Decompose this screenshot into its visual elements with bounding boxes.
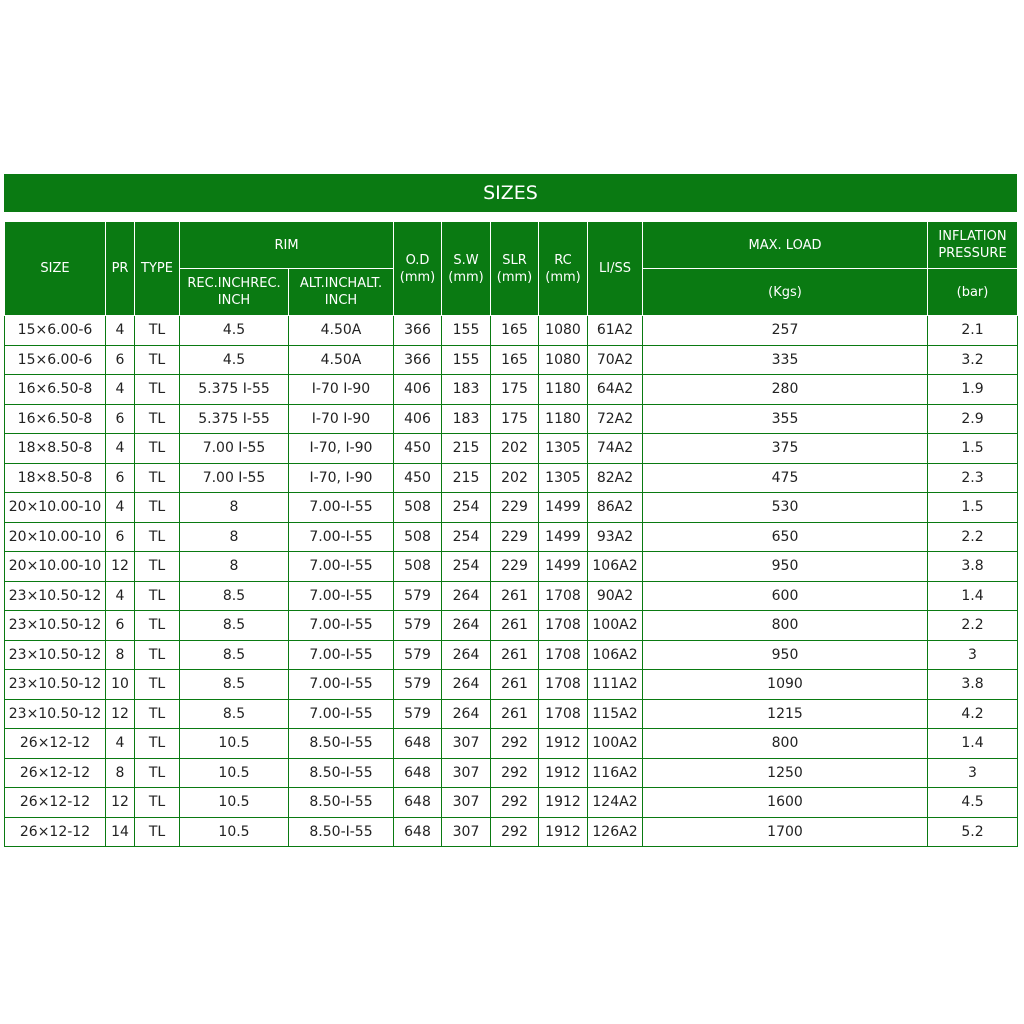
cell-od: 579	[394, 581, 442, 611]
cell-slr: 202	[491, 463, 539, 493]
cell-max-load: 800	[643, 611, 928, 641]
cell-pr: 6	[106, 522, 135, 552]
cell-alt-inch: I-70 I-90	[289, 404, 394, 434]
cell-od: 450	[394, 463, 442, 493]
cell-rec-inch: 8.5	[180, 581, 289, 611]
cell-type: TL	[135, 640, 180, 670]
cell-max-load: 375	[643, 434, 928, 464]
cell-rc: 1305	[539, 463, 588, 493]
header-max-load-unit: (Kgs)	[643, 269, 928, 316]
cell-rec-inch: 8	[180, 493, 289, 523]
cell-slr: 165	[491, 345, 539, 375]
cell-od: 406	[394, 375, 442, 405]
cell-od: 648	[394, 729, 442, 759]
table-row	[5, 434, 1018, 464]
cell-rec-inch: 10.5	[180, 817, 289, 847]
cell-inflation: 1.4	[928, 581, 1018, 611]
cell-slr: 175	[491, 375, 539, 405]
cell-size: 20×10.00-10	[5, 522, 106, 552]
table-row	[5, 670, 1018, 700]
cell-type: TL	[135, 581, 180, 611]
cell-rc: 1912	[539, 729, 588, 759]
header-inflation-unit: (bar)	[928, 269, 1018, 316]
cell-pr: 4	[106, 581, 135, 611]
cell-liss: 116A2	[588, 758, 643, 788]
cell-rec-inch: 10.5	[180, 758, 289, 788]
cell-od: 579	[394, 640, 442, 670]
cell-od: 648	[394, 817, 442, 847]
cell-alt-inch: 7.00-I-55	[289, 699, 394, 729]
cell-alt-inch: 8.50-I-55	[289, 817, 394, 847]
cell-max-load: 650	[643, 522, 928, 552]
cell-max-load: 1090	[643, 670, 928, 700]
cell-alt-inch: 8.50-I-55	[289, 729, 394, 759]
header-od: O.D (mm)	[394, 222, 442, 316]
cell-size: 23×10.50-12	[5, 611, 106, 641]
cell-sw: 264	[442, 670, 491, 700]
cell-max-load: 600	[643, 581, 928, 611]
cell-sw: 254	[442, 552, 491, 582]
table-row	[5, 611, 1018, 641]
table-row	[5, 758, 1018, 788]
cell-slr: 261	[491, 581, 539, 611]
header-slr: SLR (mm)	[491, 222, 539, 316]
cell-max-load: 530	[643, 493, 928, 523]
cell-type: TL	[135, 729, 180, 759]
cell-sw: 307	[442, 729, 491, 759]
cell-type: TL	[135, 345, 180, 375]
cell-pr: 4	[106, 434, 135, 464]
cell-inflation: 3.8	[928, 552, 1018, 582]
cell-size: 26×12-12	[5, 758, 106, 788]
cell-pr: 6	[106, 345, 135, 375]
cell-alt-inch: I-70, I-90	[289, 463, 394, 493]
cell-rec-inch: 8.5	[180, 640, 289, 670]
header-max-load: MAX. LOAD	[643, 222, 928, 269]
cell-size: 26×12-12	[5, 817, 106, 847]
cell-inflation: 4.5	[928, 788, 1018, 818]
cell-sw: 307	[442, 788, 491, 818]
cell-liss: 126A2	[588, 817, 643, 847]
header-inflation: INFLATION PRESSURE	[928, 222, 1018, 269]
cell-size: 23×10.50-12	[5, 699, 106, 729]
table-row	[5, 788, 1018, 818]
cell-liss: 82A2	[588, 463, 643, 493]
cell-size: 18×8.50-8	[5, 463, 106, 493]
cell-od: 406	[394, 404, 442, 434]
cell-size: 18×8.50-8	[5, 434, 106, 464]
cell-inflation: 2.1	[928, 316, 1018, 346]
cell-pr: 8	[106, 640, 135, 670]
table-title: SIZES	[4, 174, 1017, 212]
table-row	[5, 640, 1018, 670]
cell-slr: 292	[491, 788, 539, 818]
cell-sw: 183	[442, 404, 491, 434]
cell-od: 579	[394, 611, 442, 641]
cell-size: 16×6.50-8	[5, 404, 106, 434]
cell-od: 508	[394, 552, 442, 582]
cell-sw: 264	[442, 699, 491, 729]
cell-alt-inch: 7.00-I-55	[289, 670, 394, 700]
cell-liss: 86A2	[588, 493, 643, 523]
table-row	[5, 729, 1018, 759]
cell-rec-inch: 8.5	[180, 611, 289, 641]
header-alt-inch: ALT.INCHALT. INCH	[289, 269, 394, 316]
table-body	[5, 316, 1018, 847]
cell-slr: 261	[491, 699, 539, 729]
cell-pr: 4	[106, 493, 135, 523]
cell-sw: 155	[442, 316, 491, 346]
cell-slr: 229	[491, 493, 539, 523]
cell-type: TL	[135, 316, 180, 346]
table-row	[5, 463, 1018, 493]
cell-inflation: 1.4	[928, 729, 1018, 759]
cell-size: 15×6.00-6	[5, 316, 106, 346]
cell-sw: 307	[442, 758, 491, 788]
cell-liss: 100A2	[588, 729, 643, 759]
cell-pr: 12	[106, 788, 135, 818]
cell-type: TL	[135, 670, 180, 700]
cell-max-load: 475	[643, 463, 928, 493]
table-row	[5, 316, 1018, 346]
cell-max-load: 800	[643, 729, 928, 759]
header-pr: PR	[106, 222, 135, 316]
cell-alt-inch: I-70 I-90	[289, 375, 394, 405]
cell-rec-inch: 8.5	[180, 699, 289, 729]
cell-liss: 72A2	[588, 404, 643, 434]
cell-liss: 100A2	[588, 611, 643, 641]
cell-sw: 254	[442, 493, 491, 523]
cell-inflation: 1.5	[928, 434, 1018, 464]
cell-od: 579	[394, 670, 442, 700]
header-sw: S.W (mm)	[442, 222, 491, 316]
cell-size: 26×12-12	[5, 729, 106, 759]
cell-od: 366	[394, 345, 442, 375]
cell-pr: 12	[106, 552, 135, 582]
cell-rc: 1080	[539, 345, 588, 375]
cell-slr: 261	[491, 670, 539, 700]
cell-alt-inch: 7.00-I-55	[289, 611, 394, 641]
cell-slr: 165	[491, 316, 539, 346]
cell-max-load: 1700	[643, 817, 928, 847]
cell-size: 23×10.50-12	[5, 581, 106, 611]
cell-rec-inch: 5.375 I-55	[180, 404, 289, 434]
cell-rc: 1499	[539, 552, 588, 582]
cell-pr: 14	[106, 817, 135, 847]
cell-rc: 1708	[539, 581, 588, 611]
cell-inflation: 1.9	[928, 375, 1018, 405]
cell-inflation: 3.8	[928, 670, 1018, 700]
cell-inflation: 5.2	[928, 817, 1018, 847]
cell-rec-inch: 7.00 I-55	[180, 434, 289, 464]
sizes-table	[4, 221, 1018, 847]
cell-rec-inch: 8	[180, 522, 289, 552]
cell-pr: 4	[106, 375, 135, 405]
table-header	[5, 222, 1018, 316]
cell-liss: 74A2	[588, 434, 643, 464]
cell-type: TL	[135, 758, 180, 788]
cell-liss: 124A2	[588, 788, 643, 818]
cell-rc: 1708	[539, 640, 588, 670]
table-row	[5, 522, 1018, 552]
cell-max-load: 1600	[643, 788, 928, 818]
cell-rc: 1708	[539, 670, 588, 700]
cell-slr: 292	[491, 758, 539, 788]
cell-liss: 70A2	[588, 345, 643, 375]
cell-size: 15×6.00-6	[5, 345, 106, 375]
cell-alt-inch: 7.00-I-55	[289, 493, 394, 523]
cell-type: TL	[135, 699, 180, 729]
cell-liss: 93A2	[588, 522, 643, 552]
cell-alt-inch: 7.00-I-55	[289, 581, 394, 611]
cell-alt-inch: 7.00-I-55	[289, 552, 394, 582]
cell-inflation: 2.2	[928, 522, 1018, 552]
header-rc: RC (mm)	[539, 222, 588, 316]
header-type: TYPE	[135, 222, 180, 316]
cell-type: TL	[135, 788, 180, 818]
cell-liss: 115A2	[588, 699, 643, 729]
cell-inflation: 2.3	[928, 463, 1018, 493]
cell-sw: 183	[442, 375, 491, 405]
cell-alt-inch: 8.50-I-55	[289, 788, 394, 818]
cell-od: 450	[394, 434, 442, 464]
cell-slr: 261	[491, 640, 539, 670]
cell-size: 20×10.00-10	[5, 493, 106, 523]
cell-size: 16×6.50-8	[5, 375, 106, 405]
cell-rec-inch: 8	[180, 552, 289, 582]
cell-slr: 229	[491, 552, 539, 582]
cell-od: 508	[394, 493, 442, 523]
cell-pr: 10	[106, 670, 135, 700]
cell-rec-inch: 8.5	[180, 670, 289, 700]
cell-max-load: 335	[643, 345, 928, 375]
table-row	[5, 404, 1018, 434]
cell-rec-inch: 4.5	[180, 316, 289, 346]
cell-slr: 292	[491, 729, 539, 759]
cell-inflation: 4.2	[928, 699, 1018, 729]
cell-type: TL	[135, 434, 180, 464]
cell-od: 579	[394, 699, 442, 729]
cell-slr: 229	[491, 522, 539, 552]
cell-type: TL	[135, 522, 180, 552]
cell-max-load: 257	[643, 316, 928, 346]
cell-alt-inch: 7.00-I-55	[289, 640, 394, 670]
cell-pr: 6	[106, 611, 135, 641]
cell-slr: 261	[491, 611, 539, 641]
cell-liss: 61A2	[588, 316, 643, 346]
cell-max-load: 1215	[643, 699, 928, 729]
cell-liss: 106A2	[588, 552, 643, 582]
cell-rc: 1499	[539, 522, 588, 552]
cell-rc: 1912	[539, 788, 588, 818]
cell-sw: 215	[442, 463, 491, 493]
header-liss: LI/SS	[588, 222, 643, 316]
cell-rc: 1180	[539, 375, 588, 405]
cell-rec-inch: 7.00 I-55	[180, 463, 289, 493]
cell-rc: 1499	[539, 493, 588, 523]
cell-pr: 12	[106, 699, 135, 729]
cell-alt-inch: 4.50A	[289, 316, 394, 346]
cell-sw: 307	[442, 817, 491, 847]
cell-inflation: 3	[928, 640, 1018, 670]
cell-od: 648	[394, 788, 442, 818]
cell-liss: 111A2	[588, 670, 643, 700]
header-rec-inch: REC.INCHREC. INCH	[180, 269, 289, 316]
header-size: SIZE	[5, 222, 106, 316]
cell-slr: 175	[491, 404, 539, 434]
cell-inflation: 2.2	[928, 611, 1018, 641]
cell-inflation: 2.9	[928, 404, 1018, 434]
cell-inflation: 3	[928, 758, 1018, 788]
cell-sw: 215	[442, 434, 491, 464]
table-row	[5, 581, 1018, 611]
cell-alt-inch: I-70, I-90	[289, 434, 394, 464]
cell-sw: 264	[442, 640, 491, 670]
cell-rc: 1180	[539, 404, 588, 434]
cell-rc: 1912	[539, 758, 588, 788]
cell-size: 26×12-12	[5, 788, 106, 818]
cell-pr: 6	[106, 463, 135, 493]
cell-liss: 106A2	[588, 640, 643, 670]
cell-alt-inch: 4.50A	[289, 345, 394, 375]
cell-sw: 254	[442, 522, 491, 552]
cell-type: TL	[135, 375, 180, 405]
header-rim: RIM	[180, 222, 394, 269]
cell-size: 20×10.00-10	[5, 552, 106, 582]
cell-sw: 264	[442, 611, 491, 641]
cell-liss: 90A2	[588, 581, 643, 611]
table-row	[5, 552, 1018, 582]
cell-rc: 1708	[539, 611, 588, 641]
cell-type: TL	[135, 404, 180, 434]
cell-alt-inch: 7.00-I-55	[289, 522, 394, 552]
cell-rec-inch: 4.5	[180, 345, 289, 375]
cell-od: 508	[394, 522, 442, 552]
cell-alt-inch: 8.50-I-55	[289, 758, 394, 788]
cell-rec-inch: 5.375 I-55	[180, 375, 289, 405]
cell-type: TL	[135, 463, 180, 493]
cell-max-load: 280	[643, 375, 928, 405]
cell-type: TL	[135, 493, 180, 523]
table-row	[5, 375, 1018, 405]
cell-size: 23×10.50-12	[5, 640, 106, 670]
cell-pr: 4	[106, 316, 135, 346]
cell-max-load: 355	[643, 404, 928, 434]
cell-pr: 6	[106, 404, 135, 434]
cell-slr: 202	[491, 434, 539, 464]
cell-rc: 1912	[539, 817, 588, 847]
cell-max-load: 950	[643, 552, 928, 582]
cell-max-load: 1250	[643, 758, 928, 788]
table-row	[5, 493, 1018, 523]
cell-rc: 1305	[539, 434, 588, 464]
cell-inflation: 3.2	[928, 345, 1018, 375]
cell-size: 23×10.50-12	[5, 670, 106, 700]
cell-od: 366	[394, 316, 442, 346]
table-row	[5, 345, 1018, 375]
cell-sw: 264	[442, 581, 491, 611]
table-row	[5, 699, 1018, 729]
cell-inflation: 1.5	[928, 493, 1018, 523]
table-row	[5, 817, 1018, 847]
cell-pr: 8	[106, 758, 135, 788]
cell-pr: 4	[106, 729, 135, 759]
cell-rc: 1080	[539, 316, 588, 346]
cell-liss: 64A2	[588, 375, 643, 405]
cell-rec-inch: 10.5	[180, 788, 289, 818]
cell-type: TL	[135, 817, 180, 847]
cell-type: TL	[135, 552, 180, 582]
cell-rec-inch: 10.5	[180, 729, 289, 759]
cell-type: TL	[135, 611, 180, 641]
cell-slr: 292	[491, 817, 539, 847]
cell-rc: 1708	[539, 699, 588, 729]
cell-sw: 155	[442, 345, 491, 375]
cell-max-load: 950	[643, 640, 928, 670]
cell-od: 648	[394, 758, 442, 788]
